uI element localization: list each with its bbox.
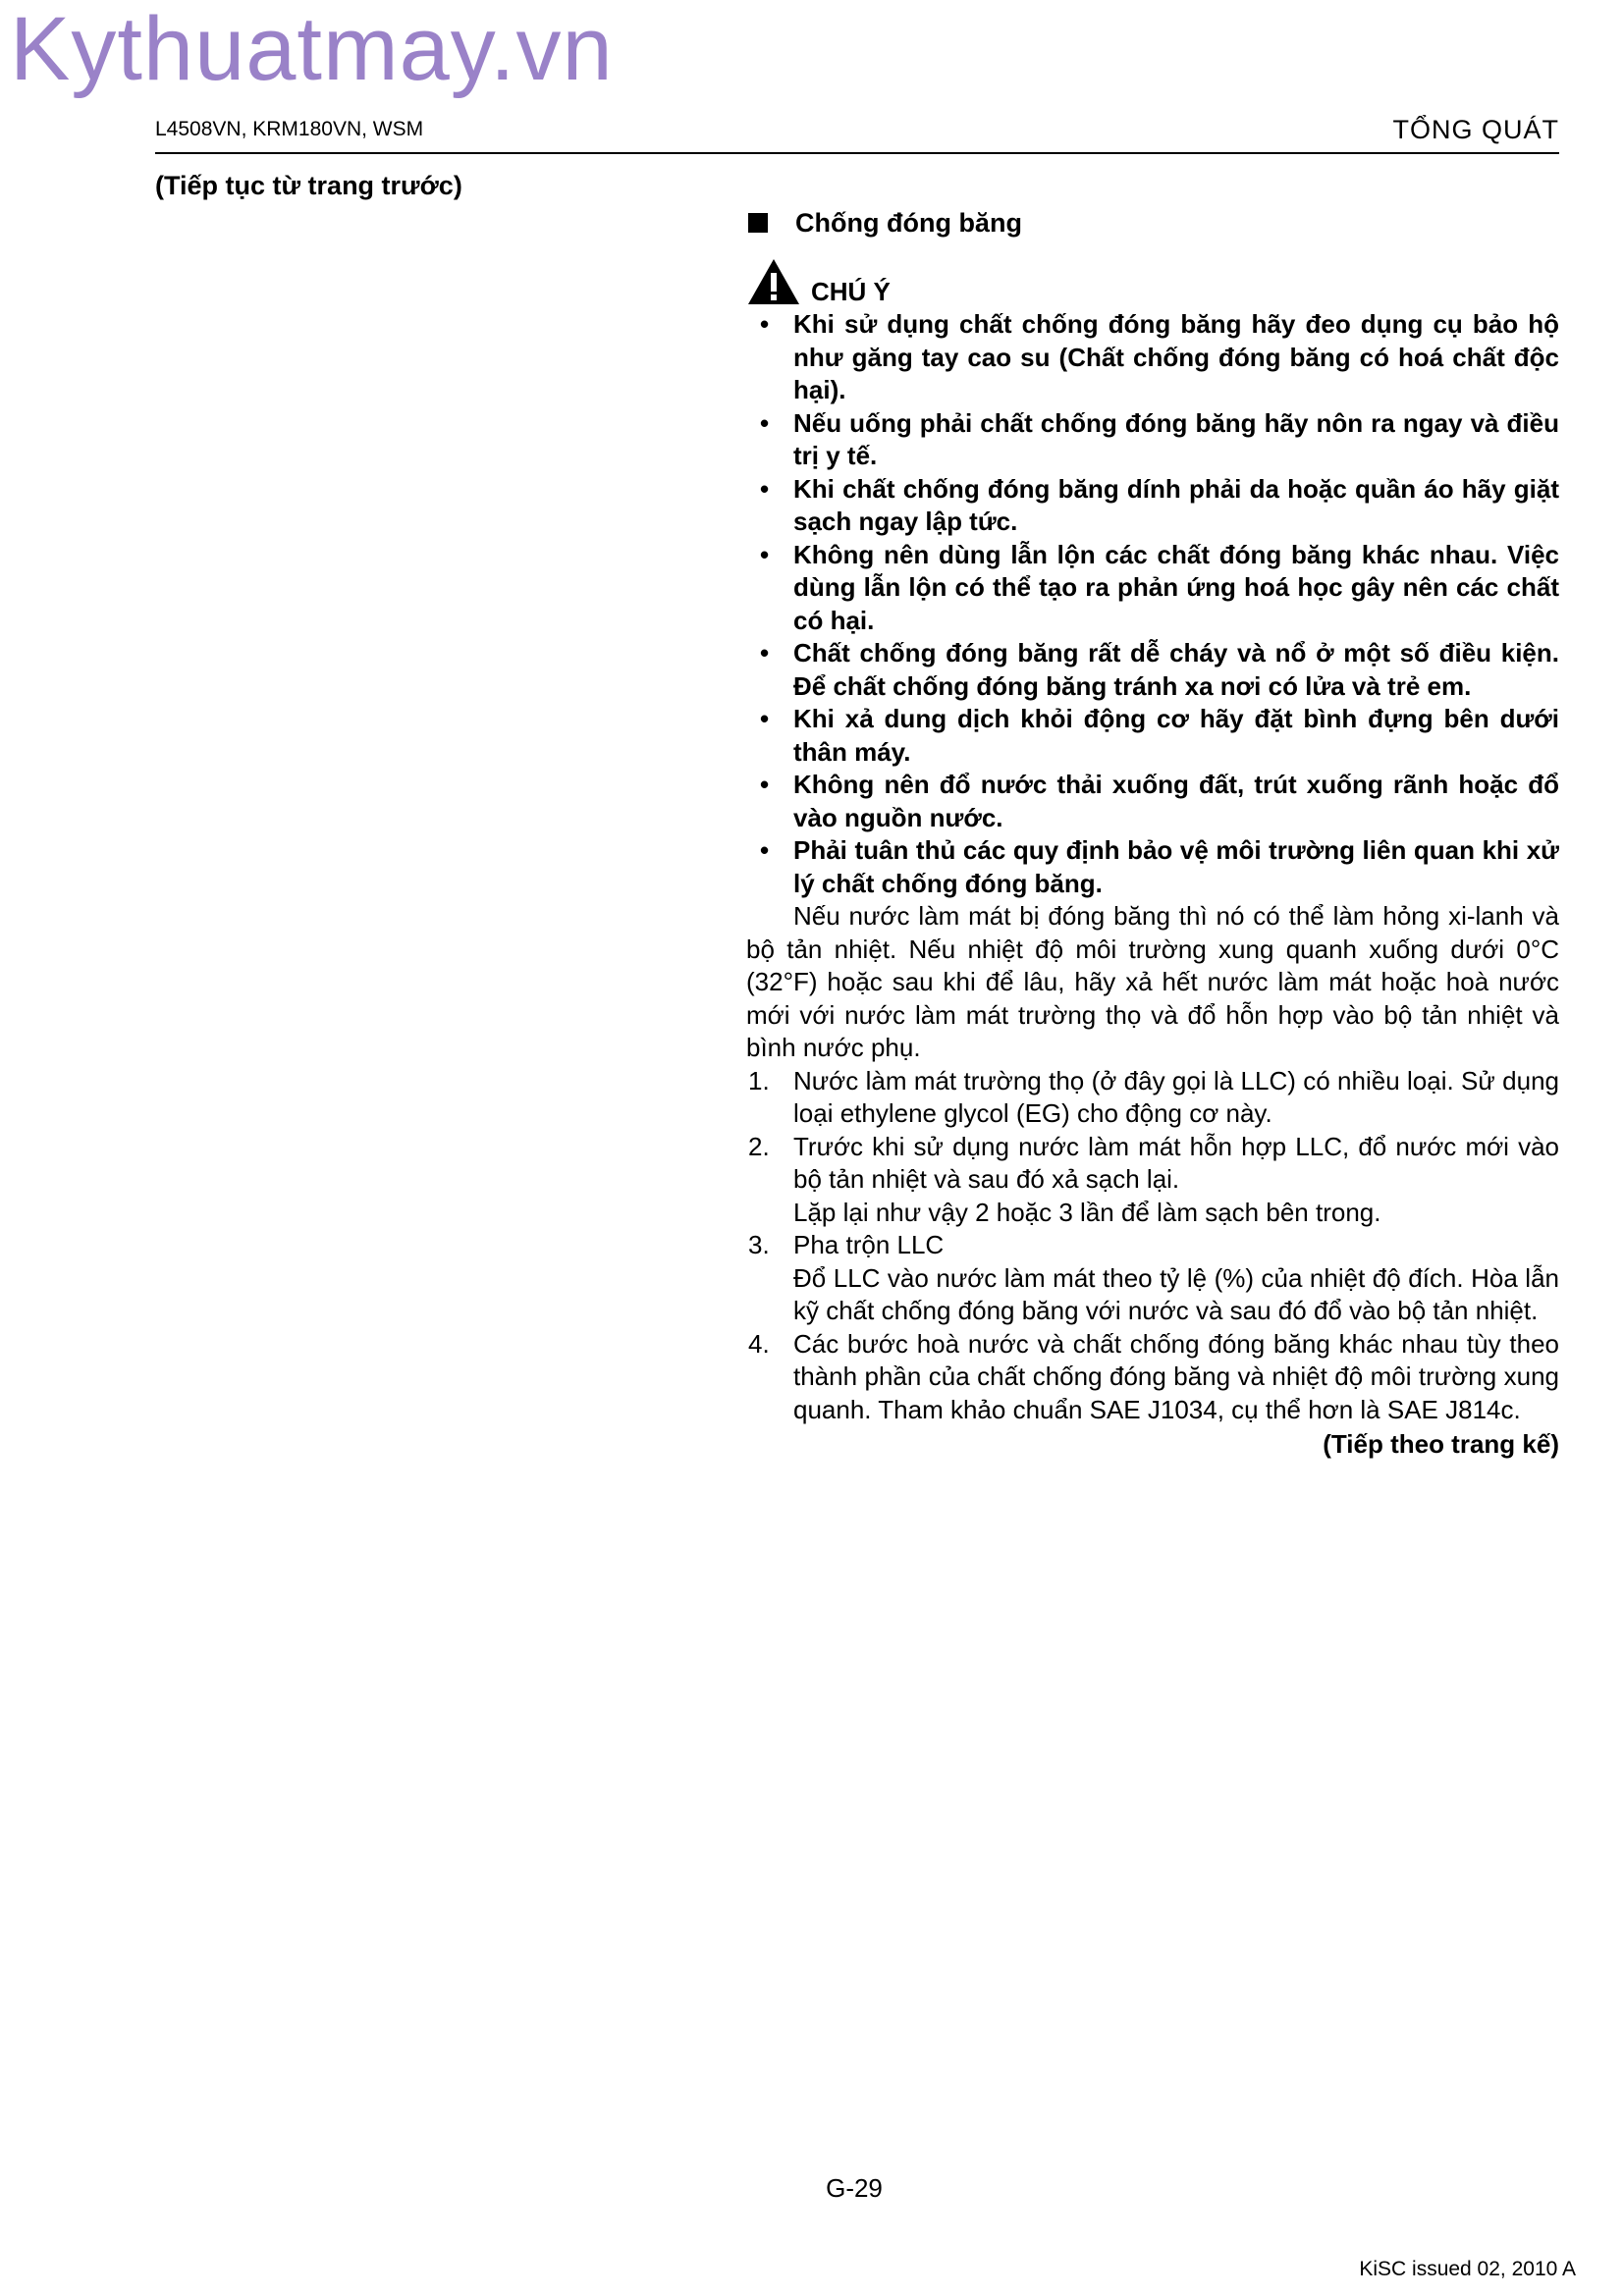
section-title: Chống đóng băng bbox=[795, 207, 1022, 238]
continued-next-note: (Tiếp theo trang kế) bbox=[1323, 1429, 1559, 1459]
warning-item bbox=[746, 308, 1559, 407]
warning-text: Khi sử dụng chất chống đóng băng hãy đeo dụng cụ bảo hộ như găng tay cao su (Chất chống đóng băng có hoá chất độc hại). bbox=[793, 309, 1559, 404]
step-item bbox=[746, 1328, 1559, 1427]
bullet-icon: • bbox=[760, 704, 770, 733]
step-number: 3. bbox=[748, 1230, 770, 1259]
body-paragraph: Nếu nước làm mát bị đóng băng thì nó có thể làm hỏng xi-lanh và bộ tản nhiệt. Nếu nhiệt độ môi trường xung quanh xuống dưới 0°C (32°F) hoặc sau khi để lâu, hãy xả hết nước làm mát hoặc hoà nước mới với nước làm mát trường thọ và đổ hỗn hợp vào bộ tản nhiệt và bình nước phụ. bbox=[746, 901, 1559, 1062]
warning-text: Không nên dùng lẫn lộn các chất đóng băng khác nhau. Việc dùng lẫn lộn có thể tạo ra phản ứng hoá học gây nên các chất có hại. bbox=[793, 539, 1559, 635]
bullet-icon: • bbox=[760, 638, 770, 667]
step-item bbox=[746, 1229, 1559, 1328]
section-heading bbox=[746, 206, 1559, 240]
step-text: Pha trộn LLC bbox=[793, 1230, 945, 1259]
warning-item bbox=[746, 539, 1559, 638]
warning-item bbox=[746, 473, 1559, 539]
square-bullet-icon bbox=[748, 213, 768, 233]
caution-box bbox=[746, 257, 1559, 306]
bullet-icon: • bbox=[760, 835, 770, 865]
warning-list bbox=[746, 308, 1559, 900]
warning-text: Phải tuân thủ các quy định bảo vệ môi trường liên quan khi xử lý chất chống đóng băng. bbox=[793, 835, 1559, 898]
bullet-icon: • bbox=[760, 309, 770, 339]
header-model: L4508VN, KRM180VN, WSM bbox=[155, 118, 424, 140]
warning-text: Nếu uống phải chất chống đóng băng hãy nôn ra ngay và điều trị y tế. bbox=[793, 407, 1559, 470]
warning-text: Chất chống đóng băng rất dễ cháy và nổ ở một số điều kiện. Để chất chống đóng băng tránh xa nơi có lửa và trẻ em. bbox=[793, 638, 1559, 701]
bullet-icon: • bbox=[760, 473, 770, 504]
warning-item bbox=[746, 407, 1559, 473]
step-extra-text: Đổ LLC vào nước làm mát theo tỷ lệ (%) của nhiệt độ đích. Hòa lẫn kỹ chất chống đóng băng với nước và sau đó đổ vào bộ tản nhiệt. bbox=[793, 1262, 1559, 1325]
main-column bbox=[746, 206, 1559, 1462]
step-text: Trước khi sử dụng nước làm mát hỗn hợp LLC, đổ nước mới vào bộ tản nhiệt và sau đó xả sạch lại. bbox=[793, 1131, 1559, 1194]
step-number: 1. bbox=[748, 1065, 770, 1095]
bullet-icon: • bbox=[760, 770, 770, 799]
steps-list bbox=[746, 1065, 1559, 1427]
bullet-icon: • bbox=[760, 539, 770, 569]
caution-label: CHÚ Ý bbox=[811, 277, 891, 306]
step-number: 4. bbox=[748, 1328, 770, 1359]
warning-item bbox=[746, 834, 1559, 900]
step-number: 2. bbox=[748, 1131, 770, 1161]
issue-info: KiSC issued 02, 2010 A bbox=[1359, 2258, 1576, 2280]
warning-text: Khi chất chống đóng băng dính phải da hoặc quần áo hãy giặt sạch ngay lập tức. bbox=[793, 473, 1559, 536]
header-section-title: TỔNG QUÁT bbox=[1392, 115, 1559, 144]
warning-item bbox=[746, 769, 1559, 834]
warning-triangle-icon bbox=[746, 257, 801, 306]
watermark: Kythuatmay.vn bbox=[10, 0, 614, 99]
step-item bbox=[746, 1065, 1559, 1131]
step-extra-text: Lặp lại như vậy 2 hoặc 3 lần để làm sạch bên trong. bbox=[793, 1197, 1381, 1227]
warning-item bbox=[746, 637, 1559, 703]
warning-item bbox=[746, 703, 1559, 769]
bullet-icon: • bbox=[760, 407, 770, 438]
step-text: Các bước hoà nước và chất chống đóng băng khác nhau tùy theo thành phần của chất chống đóng băng và nhiệt độ môi trường xung quanh. Tham khảo chuẩn SAE J1034, cụ thể hơn là SAE J814c. bbox=[793, 1328, 1559, 1424]
header-rule bbox=[155, 152, 1559, 154]
warning-text: Không nên đổ nước thải xuống đất, trút xuống rãnh hoặc đổ vào nguồn nước. bbox=[793, 770, 1559, 832]
page-number: G-29 bbox=[826, 2173, 883, 2203]
continued-from-note: (Tiếp tục từ trang trước) bbox=[155, 171, 462, 200]
warning-text: Khi xả dung dịch khỏi động cơ hãy đặt bình đựng bên dưới thân máy. bbox=[793, 704, 1559, 767]
step-text: Nước làm mát trường thọ (ở đây gọi là LLC) có nhiều loại. Sử dụng loại ethylene glycol (EG) cho động cơ này. bbox=[793, 1065, 1559, 1128]
step-item bbox=[746, 1131, 1559, 1230]
